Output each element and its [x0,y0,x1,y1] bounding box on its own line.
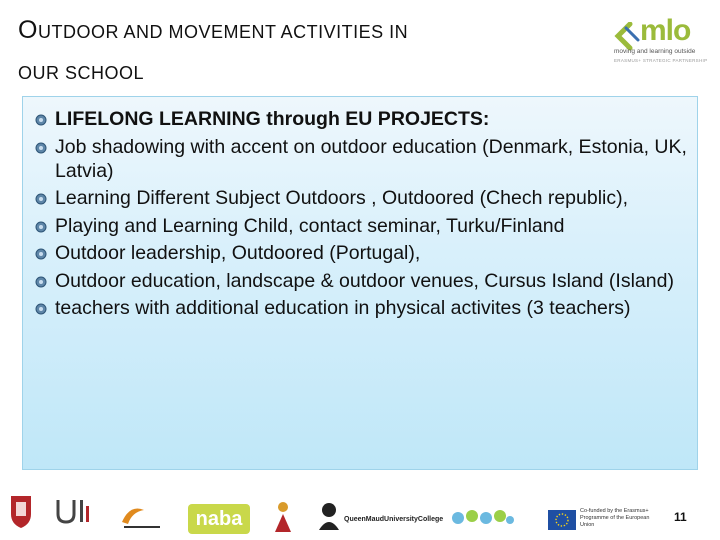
colorful-word-logo [450,504,516,532]
bullet-icon [35,221,47,233]
queen-maud-figure-icon [316,502,342,532]
bullet-icon [35,142,47,154]
eu-flag-icon [548,510,576,530]
slide-title-line-2 [18,52,578,93]
list-item [35,186,695,210]
list-item [35,269,695,293]
title-line-1-rest: UTDOOR AND MOVEMENT ACTIVITIES IN [37,22,409,42]
bullet-list [35,107,695,324]
footer-logos [0,478,720,540]
bullet-text: Learning Different Subject Outdoors , Outdoored (Chech republic), [55,187,629,209]
slide-title [18,10,578,93]
list-item [35,135,695,183]
mlo-logo-tagline-2: ERASMUS+ STRATEGIC PARTNERSHIP [614,58,708,63]
school-crest-logo [8,494,34,530]
bullet-icon [35,303,47,315]
slide-title-line-1 [18,10,578,52]
queen-maud-logo-text: QueenMaudUniversityCollege [344,516,444,523]
bullet-icon [35,276,47,288]
bullet-icon [35,248,47,260]
mlo-logo-word: mlo [640,14,691,47]
bullet-icon [35,193,47,205]
list-item [35,296,695,320]
title-line-2-text: OUR SCHOOL [18,63,145,83]
bullet-text: Outdoor leadership, Outdoored (Portugal), [55,242,421,264]
content-box [22,96,698,470]
bullet-text: teachers with additional education in physical activites (3 teachers) [55,297,631,319]
bullet-text: Job shadowing with accent on outdoor education (Denmark, Estonia, UK, Latvia) [55,135,687,182]
university-logo [54,496,94,528]
title-initial: O [18,16,38,44]
orange-shell-logo [118,502,164,532]
list-item [35,241,695,265]
page-number: 11 [674,510,687,524]
list-item [35,107,695,131]
bullet-icon [35,114,47,126]
figure-logo [270,500,296,534]
list-item [35,214,695,238]
bullet-text: Outdoor education, landscape & outdoor venues, Cursus Island (Island) [55,269,674,292]
mlo-logo [612,14,708,68]
bullet-text: Playing and Learning Child, contact seminar, Turku/Finland [55,214,565,237]
eu-funding-text: Co-funded by the Erasmus+ Programme of the European Union [580,508,650,528]
naba-logo: naba [188,504,250,534]
bullet-text: LIFELONG LEARNING through EU PROJECTS: [55,108,490,130]
mlo-logo-tagline: moving and learning outside [614,48,696,55]
